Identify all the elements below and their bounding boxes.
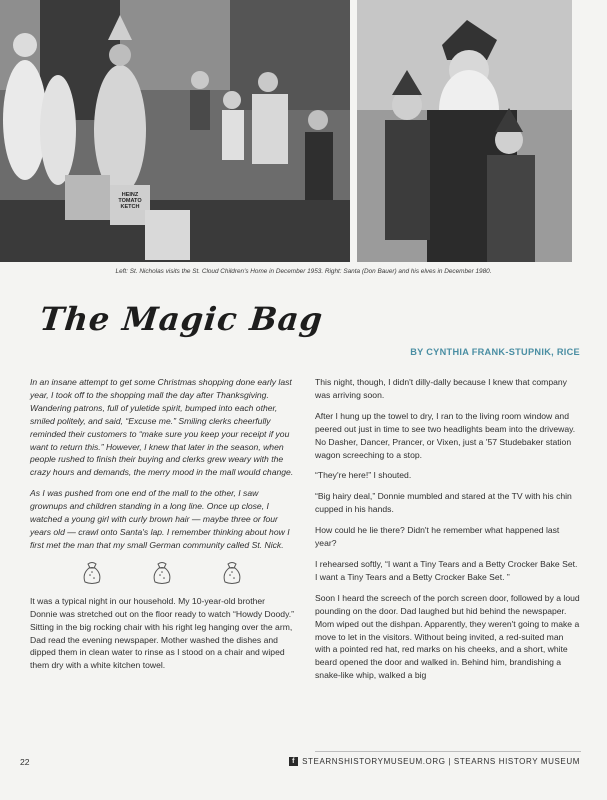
article-byline: BY CYNTHIA FRANK-STUPNIK, RICE xyxy=(410,347,580,357)
gift-bag-icon xyxy=(79,560,105,586)
photo-st-nicholas-image xyxy=(0,0,350,262)
photo-santa-elves xyxy=(357,0,572,262)
body-paragraph-6: How could he lie there? Didn't he remember what happened last year? xyxy=(315,525,560,549)
right-column xyxy=(315,376,581,690)
footer-site-text: STEARNSHISTORYMUSEUM.ORG | STEARNS HISTORY MUSEUM xyxy=(302,757,580,766)
body-paragraph-8: Soon I heard the screech of the porch screen door, followed by a loud pounding on the door. Dad laughed but hid behind the newspaper. Mom wiped out the dishpan. Apparently, they weren't going to make a move to let in the visitors. Without being invited, a red-suited man with a pointed red hat, red marks on his cheeks, and a short, white beard opened the door and walked in. Behind him, brandishing a snake-like whip, walked a big xyxy=(315,592,580,681)
photo-santa-elves-image xyxy=(357,0,572,262)
body-paragraph-7: I rehearsed softly, “I want a Tiny Tears and a Betty Crocker Bake Set. I want a Tiny Tears and a Betty Crocker Bake Set. ” xyxy=(315,558,578,582)
box-label-heinz: HEINZ xyxy=(121,192,139,198)
photo-st-nicholas xyxy=(0,0,350,262)
box-label-ketchup: KETCH xyxy=(120,204,140,210)
body-paragraph-3: After I hung up the towel to dry, I ran to the living room window and peered out just in time to see two headlights beam into the driveway. No Dasher, Dancer, Prancer, or Vixen, just a '57 Studebaker station wagon screeching to a stop. xyxy=(315,410,576,460)
box-label-tomato: TOMATO xyxy=(118,198,142,204)
article-title: The Magic Bag xyxy=(38,300,326,338)
body-paragraph-2: This night, though, I didn't dilly-dally because I knew that company was arriving soon. xyxy=(315,377,567,400)
footer-divider xyxy=(315,751,581,752)
intro-paragraph-2: As I was pushed from one end of the mall to the other, I saw grownups and children standing in a long line. Once up close, I watched a young girl with curly brown hair — maybe three or four years old — crawl onto Santa's lap. I remember thinking about how I first met the man that my small German community called St. Nick. xyxy=(30,488,290,550)
footer-site-info xyxy=(289,757,580,766)
photo-caption: Left: St. Nicholas visits the St. Cloud Children's Home in December 1953. Right: Santa (Don Bauer) and his elves in December 1980. xyxy=(115,268,492,275)
body-paragraph-4: “They're here!” I shouted. xyxy=(315,470,412,481)
section-divider xyxy=(30,560,294,586)
body-paragraph-5: “Big hairy deal,” Donnie mumbled and stared at the TV with his chin cupped in his hands. xyxy=(315,491,572,515)
intro-paragraph-1: In an insane attempt to get some Christmas shopping done early last year, I took off to the shopping mall the day after Thanksgiving. Wandering patrons, full of yuletide spirit, bumped into each other, smiled politely, and said, “Excuse me.” Smiling clerks cheerfully reminded their customers to “make sure you keep your receipt if you want to return this.” However, I knew that later in the season, when people rushed to finish their buying and clerks grew weary with the crazy hours and demands, the merry mood in the mall would change. xyxy=(30,377,294,478)
page-number: 22 xyxy=(20,757,30,767)
gift-bag-icon xyxy=(149,560,175,586)
body-paragraph-1: It was a typical night in our household. My 10-year-old brother Donnie was stretched out on the floor ready to watch “Howdy Doody.” Sitting in the big rocking chair with his right leg hanging over the arm, Dad read the evening newspaper. Mother washed the dishes and dipped them in clean water to rinse as I stood on a chair and wiped them dry with a white kitchen towel. xyxy=(30,595,294,671)
gift-bag-icon xyxy=(219,560,245,586)
left-column xyxy=(30,376,294,680)
facebook-icon: f xyxy=(289,757,298,766)
